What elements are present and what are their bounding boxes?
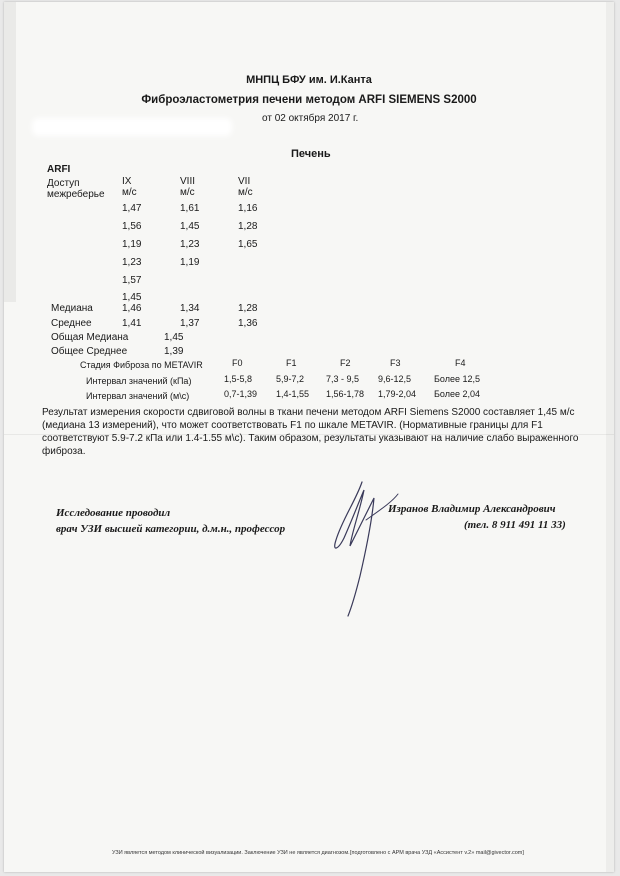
signature-role-line2: врач УЗИ высшей категории, д.м.н., профессор <box>56 523 286 535</box>
kpa-label: Интервал значений (кПа) <box>86 376 192 386</box>
value-ix-5: 1,57 <box>122 275 142 286</box>
ms-f1: 1,4-1,55 <box>276 389 310 399</box>
mean-label: Среднее <box>51 318 92 329</box>
median-label: Медиана <box>51 303 93 314</box>
metavir-stage-label: Стадия Фиброза по METAVIR <box>80 360 203 370</box>
conclusion-text: Результат измерения скорости сдвиговой волны в ткани печени методом ARFI Siemens S2000 составляет 1,45 м/с (медиана 13 измерений), что может соответствовать F1 по шкале METAVIR. (Нормативные границы для F1 соответствуют 5.9-7.2 кПа или 1.4-1.55 м\с). Таким образом, результаты указывают на наличие слабо выраженного фиброза. <box>42 407 579 457</box>
stage-f3: F3 <box>390 358 401 368</box>
access-label: Доступ <box>47 178 80 189</box>
mean-ix: 1,41 <box>122 318 142 329</box>
stage-f1: F1 <box>286 358 297 368</box>
value-vii-1: 1,16 <box>238 203 258 214</box>
doctor-name: Изранов Владимир Александрович <box>388 503 556 515</box>
ms-f0: 0,7-1,39 <box>224 389 258 399</box>
overall-mean-value: 1,39 <box>164 346 184 357</box>
column-unit-viii: м/с <box>180 187 195 198</box>
stage-f4: F4 <box>455 358 466 368</box>
ms-f2: 1,56-1,78 <box>326 389 365 399</box>
kpa-f3: 9,6-12,5 <box>378 374 412 384</box>
overall-mean-label: Общее Среднее <box>51 346 128 357</box>
ms-label: Интервал значений (м\с) <box>86 391 190 401</box>
document-page <box>4 2 614 872</box>
stage-f2: F2 <box>340 358 351 368</box>
ms-f3: 1,79-2,04 <box>378 389 417 399</box>
column-header-ix: IX <box>122 176 132 187</box>
value-vii-2: 1,28 <box>238 221 258 232</box>
median-ix: 1,46 <box>122 303 142 314</box>
value-vii-3: 1,65 <box>238 239 258 250</box>
doctor-phone: (тел. 8 911 491 11 33) <box>464 519 566 531</box>
footer-software: [подготовлено с АРМ врача УЗД «Ассистент v.2» mail@givector.com] <box>350 850 524 856</box>
overall-median-label: Общая Медиана <box>51 332 129 343</box>
mean-vii: 1,36 <box>238 318 258 329</box>
value-ix-6: 1,45 <box>122 292 142 303</box>
stage-f0: F0 <box>232 358 243 368</box>
column-unit-vii: м/с <box>238 187 253 198</box>
scan-edge-shadow <box>4 2 16 302</box>
report-date: от 02 октября 2017 г. <box>262 113 359 124</box>
footer-disclaimer: УЗИ является методом клинической визуализации. Заключение УЗИ не является диагнозом. <box>112 850 350 856</box>
value-ix-3: 1,19 <box>122 239 142 250</box>
overall-median-value: 1,45 <box>164 332 184 343</box>
value-viii-4: 1,19 <box>180 257 200 268</box>
value-ix-1: 1,47 <box>122 203 142 214</box>
value-ix-4: 1,23 <box>122 257 142 268</box>
median-vii: 1,28 <box>238 303 258 314</box>
column-unit-ix: м/с <box>122 187 137 198</box>
access-label-2: межреберье <box>47 189 105 200</box>
kpa-f4: Более 12,5 <box>434 374 480 384</box>
value-viii-1: 1,61 <box>180 203 200 214</box>
mean-viii: 1,37 <box>180 318 200 329</box>
median-viii: 1,34 <box>180 303 200 314</box>
handwritten-signature <box>322 480 402 620</box>
redacted-area <box>32 118 232 136</box>
kpa-f0: 1,5-5,8 <box>224 374 253 384</box>
kpa-f1: 5,9-7,2 <box>276 374 305 384</box>
ms-f4: Более 2,04 <box>434 389 480 399</box>
report-title: Фиброэластометрия печени методом ARFI SIEMENS S2000 <box>141 94 477 106</box>
section-title: Печень <box>291 148 331 160</box>
value-viii-2: 1,45 <box>180 221 200 232</box>
organization-name: МНПЦ БФУ им. И.Канта <box>246 74 372 86</box>
value-viii-3: 1,23 <box>180 239 200 250</box>
kpa-f2: 7,3 - 9,5 <box>326 374 360 384</box>
arfi-label: ARFI <box>47 164 71 175</box>
column-header-vii: VII <box>238 176 251 187</box>
column-header-viii: VIII <box>180 176 196 187</box>
signature-role-line1: Исследование проводил <box>56 507 171 519</box>
value-ix-2: 1,56 <box>122 221 142 232</box>
